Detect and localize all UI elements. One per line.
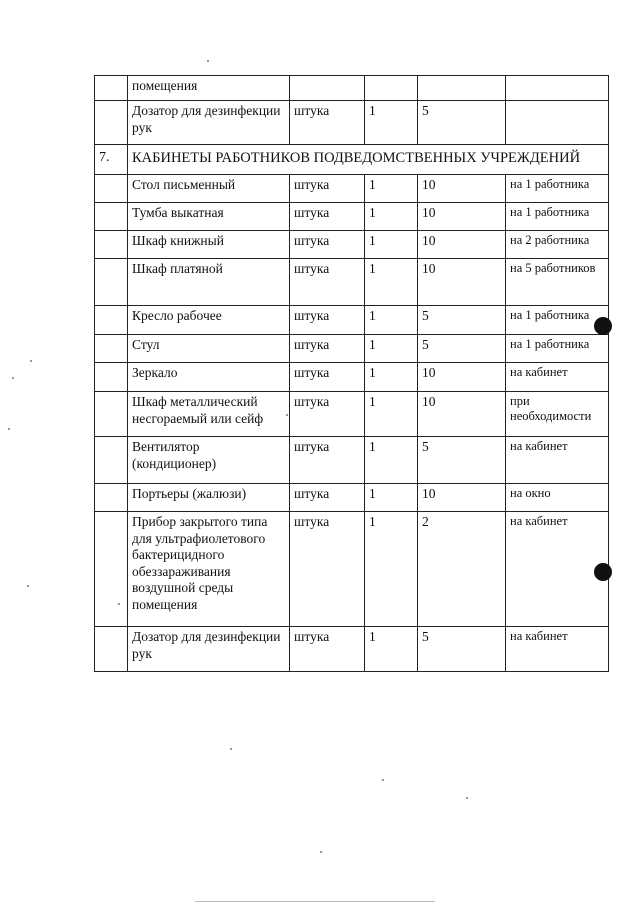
item-name-cell: Стол письменный	[128, 175, 290, 203]
row-number-cell	[95, 484, 128, 512]
quantity-cell: 1	[365, 484, 418, 512]
row-number-cell	[95, 306, 128, 335]
service-years-cell: 2	[418, 512, 506, 627]
row-number-cell	[95, 392, 128, 437]
item-name-cell: помещения	[128, 76, 290, 101]
table-row	[95, 335, 609, 363]
scan-speck	[118, 603, 120, 605]
scan-speck	[286, 414, 288, 416]
row-number-cell	[95, 203, 128, 231]
row-number-cell	[95, 363, 128, 392]
note-cell: на 5 работников	[506, 259, 609, 306]
table-row	[95, 437, 609, 484]
service-years-cell: 10	[418, 175, 506, 203]
punch-hole-mark	[594, 317, 612, 335]
service-years-cell: 5	[418, 306, 506, 335]
unit-cell: штука	[290, 512, 365, 627]
quantity-cell: 1	[365, 437, 418, 484]
note-cell: на кабинет	[506, 437, 609, 484]
unit-cell: штука	[290, 175, 365, 203]
scan-speck	[12, 377, 14, 379]
quantity-cell: 1	[365, 512, 418, 627]
note-cell: на 1 работника	[506, 175, 609, 203]
quantity-cell: 1	[365, 627, 418, 672]
unit-cell: штука	[290, 259, 365, 306]
note-cell: на кабинет	[506, 512, 609, 627]
item-name-cell: Шкаф платяной	[128, 259, 290, 306]
service-years-cell: 5	[418, 101, 506, 145]
note-cell: на 2 работника	[506, 231, 609, 259]
service-years-cell: 5	[418, 627, 506, 672]
table-row	[95, 76, 609, 101]
table-row	[95, 484, 609, 512]
quantity-cell: 1	[365, 175, 418, 203]
note-cell	[506, 101, 609, 145]
note-cell: на окно	[506, 484, 609, 512]
table-row	[95, 627, 609, 672]
table-row	[95, 512, 609, 627]
table-row	[95, 363, 609, 392]
quantity-cell: 1	[365, 231, 418, 259]
row-number-cell	[95, 259, 128, 306]
unit-cell: штука	[290, 437, 365, 484]
section-title: КАБИНЕТЫ РАБОТНИКОВ ПОДВЕДОМСТВЕННЫХ УЧРЕЖДЕНИЙ	[128, 145, 609, 175]
scan-speck	[30, 360, 32, 362]
norms-table-body	[95, 76, 609, 672]
table-row	[95, 231, 609, 259]
row-number-cell	[95, 627, 128, 672]
quantity-cell: 1	[365, 335, 418, 363]
row-number-cell	[95, 101, 128, 145]
row-number-cell	[95, 231, 128, 259]
row-number-cell	[95, 437, 128, 484]
quantity-cell	[365, 76, 418, 101]
unit-cell: штука	[290, 627, 365, 672]
item-name-cell: Прибор закрытого типа для ультрафиолетового бактерицидного обеззараживания воздушной среды помещения	[128, 512, 290, 627]
unit-cell: штука	[290, 335, 365, 363]
table-row	[95, 203, 609, 231]
table-row	[95, 101, 609, 145]
service-years-cell: 5	[418, 437, 506, 484]
unit-cell: штука	[290, 392, 365, 437]
section-number: 7.	[95, 145, 128, 175]
section-header-row	[95, 145, 609, 175]
service-years-cell	[418, 76, 506, 101]
scan-edge-line	[195, 901, 435, 902]
service-years-cell: 10	[418, 203, 506, 231]
scan-speck	[27, 585, 29, 587]
norms-table	[94, 75, 609, 672]
service-years-cell: 10	[418, 363, 506, 392]
unit-cell	[290, 76, 365, 101]
table-row	[95, 392, 609, 437]
item-name-cell: Тумба выкатная	[128, 203, 290, 231]
scan-speck	[207, 60, 209, 62]
service-years-cell: 10	[418, 259, 506, 306]
scan-speck	[382, 779, 384, 781]
quantity-cell: 1	[365, 101, 418, 145]
note-cell: на 1 работника	[506, 335, 609, 363]
unit-cell: штука	[290, 363, 365, 392]
unit-cell: штука	[290, 231, 365, 259]
note-cell: при необходимости	[506, 392, 609, 437]
note-cell: на 1 работника	[506, 203, 609, 231]
unit-cell: штука	[290, 306, 365, 335]
item-name-cell: Портьеры (жалюзи)	[128, 484, 290, 512]
row-number-cell	[95, 76, 128, 101]
service-years-cell: 5	[418, 335, 506, 363]
unit-cell: штука	[290, 484, 365, 512]
row-number-cell	[95, 175, 128, 203]
item-name-cell: Зеркало	[128, 363, 290, 392]
table-row	[95, 175, 609, 203]
item-name-cell: Стул	[128, 335, 290, 363]
scan-speck	[320, 851, 322, 853]
item-name-cell: Шкаф металлический несгораемый или сейф	[128, 392, 290, 437]
table-row	[95, 306, 609, 335]
scan-speck	[230, 748, 232, 750]
note-cell: на кабинет	[506, 363, 609, 392]
item-name-cell: Кресло рабочее	[128, 306, 290, 335]
item-name-cell: Шкаф книжный	[128, 231, 290, 259]
item-name-cell: Дозатор для дезинфекции рук	[128, 101, 290, 145]
note-cell	[506, 76, 609, 101]
service-years-cell: 10	[418, 484, 506, 512]
service-years-cell: 10	[418, 392, 506, 437]
quantity-cell: 1	[365, 259, 418, 306]
row-number-cell	[95, 335, 128, 363]
quantity-cell: 1	[365, 203, 418, 231]
note-cell: на кабинет	[506, 627, 609, 672]
service-years-cell: 10	[418, 231, 506, 259]
unit-cell: штука	[290, 203, 365, 231]
quantity-cell: 1	[365, 392, 418, 437]
table-row	[95, 259, 609, 306]
scan-speck	[8, 428, 10, 430]
item-name-cell: Дозатор для дезинфекции рук	[128, 627, 290, 672]
unit-cell: штука	[290, 101, 365, 145]
scan-speck	[466, 797, 468, 799]
quantity-cell: 1	[365, 363, 418, 392]
item-name-cell: Вентилятор (кондиционер)	[128, 437, 290, 484]
quantity-cell: 1	[365, 306, 418, 335]
row-number-cell	[95, 512, 128, 627]
note-cell: на 1 работника	[506, 306, 609, 335]
punch-hole-mark	[594, 563, 612, 581]
